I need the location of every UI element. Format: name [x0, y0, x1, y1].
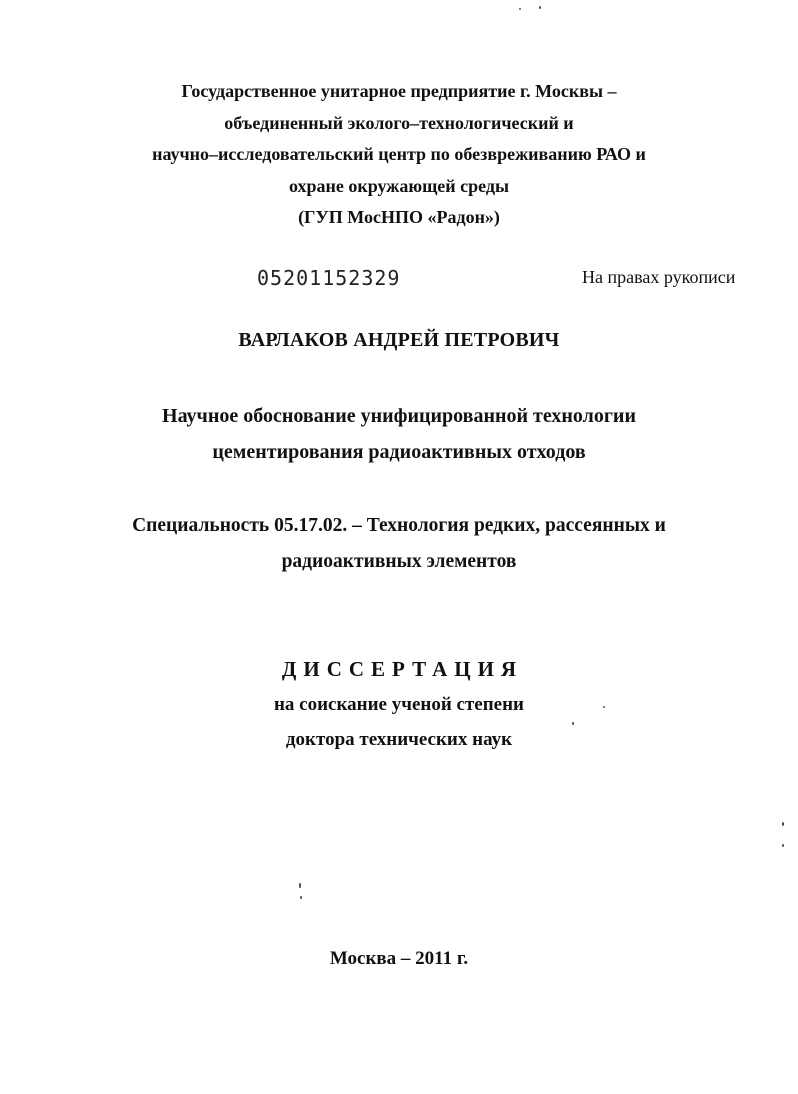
- scan-speck: [782, 844, 784, 847]
- specialty-line: Специальность 05.17.02. – Технология редких, рассеянных и: [132, 515, 666, 536]
- degree-line: на соискание ученой степени: [273, 694, 524, 715]
- dissertation-heading: ДИССЕРТАЦИЯ: [281, 657, 524, 681]
- rights-note: На правах рукописи: [582, 267, 736, 287]
- specialty-line: радиоактивных элементов: [281, 551, 517, 572]
- organization-line: научно–исследовательский центр по обезвреживанию РАО и: [152, 144, 646, 164]
- degree-line: доктора технических наук: [285, 729, 513, 750]
- scan-speck: [300, 896, 302, 899]
- place-year: Москва – 2011 г.: [329, 948, 469, 969]
- specialty: [0, 508, 798, 580]
- title-line: цементирования радиоактивных отходов: [212, 441, 586, 463]
- organization-line: объединенный эколого–технологический и: [224, 112, 574, 133]
- scan-speck: [603, 706, 605, 708]
- scan-speck: [782, 822, 784, 826]
- dissertation-title: [0, 398, 798, 470]
- author-name: ВАРЛАКОВ АНДРЕЙ ПЕТРОВИЧ: [238, 329, 560, 351]
- scan-speck: [539, 6, 541, 9]
- title-line: Научное обоснование унифицированной технологии: [162, 405, 636, 427]
- dissertation-block: [0, 652, 798, 757]
- scan-speck: [519, 8, 521, 10]
- catalog-code: 05201152329: [257, 266, 401, 290]
- organization-header: [0, 76, 798, 234]
- organization-line: охране окружающей среды: [288, 175, 510, 196]
- organization-line: Государственное унитарное предприятие г. Москвы –: [181, 81, 617, 101]
- scan-speck: [572, 722, 574, 725]
- organization-abbreviation: (ГУП МосНПО «Радон»): [298, 207, 500, 227]
- scan-speck: [299, 883, 301, 888]
